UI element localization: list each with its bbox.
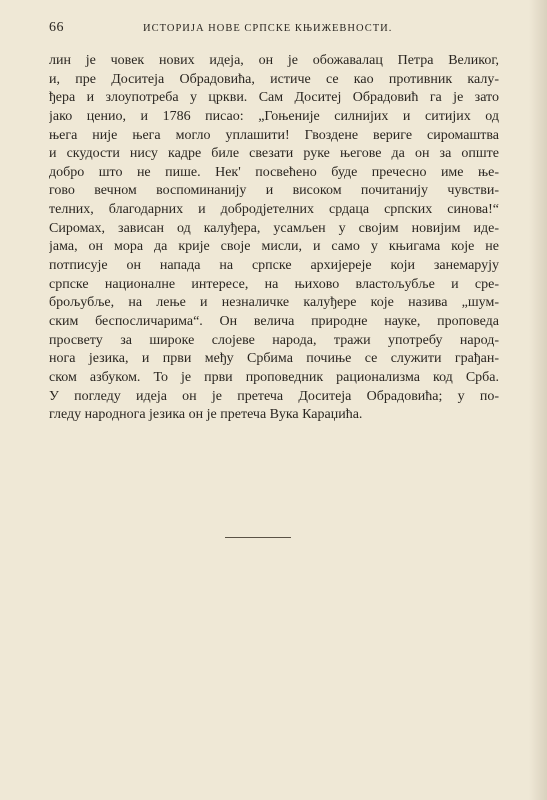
text-line: ском азбуком. То је први проповедник рационализма код Срба. — [49, 369, 499, 385]
text-line: У погледу идеја он је претеча Доситеја Обрадовића; у по- — [49, 388, 499, 404]
text-line: просвету за широке слојеве народа, тражи употребу народ- — [49, 332, 499, 348]
text-line: гледу народнога језика он је претеча Вука Караџића. — [49, 407, 363, 423]
page-number: 66 — [49, 20, 64, 35]
text-line: телних, благодарних и добродјетелних срдаца српских синова!“ — [49, 202, 499, 218]
text-line: и, пре Доситеја Обрадовића, истиче се као противник калу- — [49, 71, 499, 87]
body-paragraph — [49, 52, 499, 425]
text-line: њега није њега могло уплашити! Гвоздене вериге сиромаштва — [49, 127, 499, 143]
page-header — [49, 20, 499, 40]
running-title: ИСТОРИЈА НОВЕ СРПСКЕ КЊИЖЕВНОСТИ. — [143, 23, 393, 34]
text-line: гово вечном воспоминанију и високом почитанију чувстви- — [49, 183, 499, 199]
text-line: Сиромах, зависан од калуђера, усамљен у својим новијим иде- — [49, 220, 499, 236]
text-line: јако ценио, и 1786 писао: „Гоњеније силнијих и ситијих од — [49, 108, 499, 124]
text-line: јама, он мора да крије своје мисли, и само у књигама које не — [49, 239, 499, 255]
text-line: српске националне интересе, на њихово властољубље и сре- — [49, 276, 499, 292]
text-line: нога језика, и први међу Србима почиње се служити грађан- — [49, 351, 499, 367]
text-line: добро што не пише. Нек' посвећено буде пречесно име ње- — [49, 164, 499, 180]
text-line: потписује он напада на српске архијереје који занемарују — [49, 258, 499, 274]
section-divider — [225, 537, 291, 538]
text-line: и скудости нису кадре биле свезати руке његове да он за опште — [49, 146, 499, 162]
text-line: ђера и злоупотреба у цркви. Сам Доситеј Обрадовић га је зато — [49, 90, 499, 106]
text-line: брољубље, на лење и незналичке калуђере које назива „шум- — [49, 295, 499, 311]
text-line: ским беспосличарима“. Он велича природне науке, проповеда — [49, 313, 499, 329]
text-line: лин је човек нових идеја, он је обожавалац Петра Великог, — [49, 53, 499, 68]
